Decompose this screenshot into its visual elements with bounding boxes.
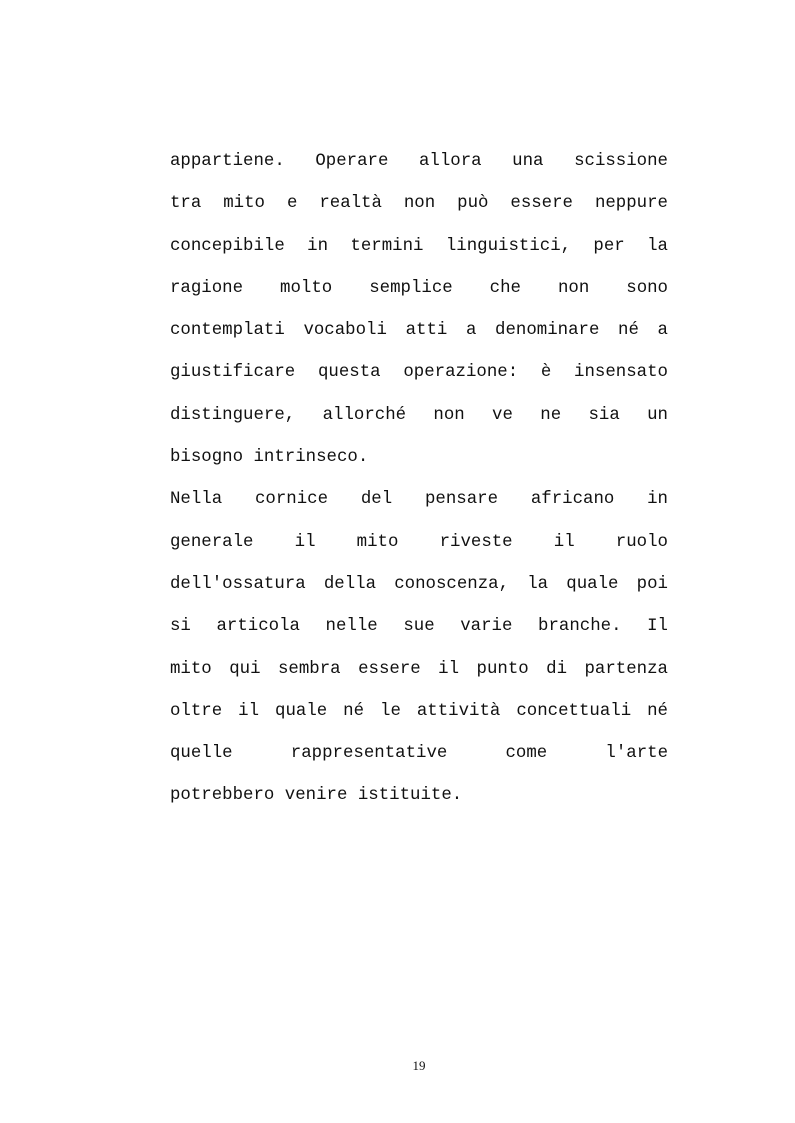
text-line: ragione molto semplice che non sono <box>170 278 668 298</box>
text-line: generale il mito riveste il ruolo <box>170 532 668 552</box>
text-line: quelle rappresentative come l'arte <box>170 744 668 764</box>
text-line: si articola nelle sue varie branche. Il <box>170 617 668 637</box>
text-line: giustificare questa operazione: è insensato <box>170 363 668 383</box>
text-line: dell'ossatura della conoscenza, la quale poi <box>170 574 668 594</box>
text-line: appartiene. Operare allora una scissione <box>170 152 668 171</box>
page-number: 19 <box>412 1058 426 1073</box>
text-line: potrebbero venire istituite. <box>170 786 463 806</box>
paragraph-2 <box>170 480 668 818</box>
paragraph-1 <box>170 142 668 480</box>
body-text <box>170 142 668 819</box>
text-line: bisogno intrinseco. <box>170 448 369 468</box>
text-line: Nella cornice del pensare africano in <box>170 490 668 510</box>
text-line: concepibile in termini linguistici, per la <box>170 236 668 256</box>
text-line: distinguere, allorché non ve ne sia un <box>170 405 668 425</box>
text-line: oltre il quale né le attività concettuali né <box>170 701 668 721</box>
text-line: contemplati vocaboli atti a denominare né a <box>170 321 668 341</box>
text-line: mito qui sembra essere il punto di partenza <box>170 659 668 679</box>
text-line: tra mito e realtà non può essere neppure <box>170 194 668 214</box>
